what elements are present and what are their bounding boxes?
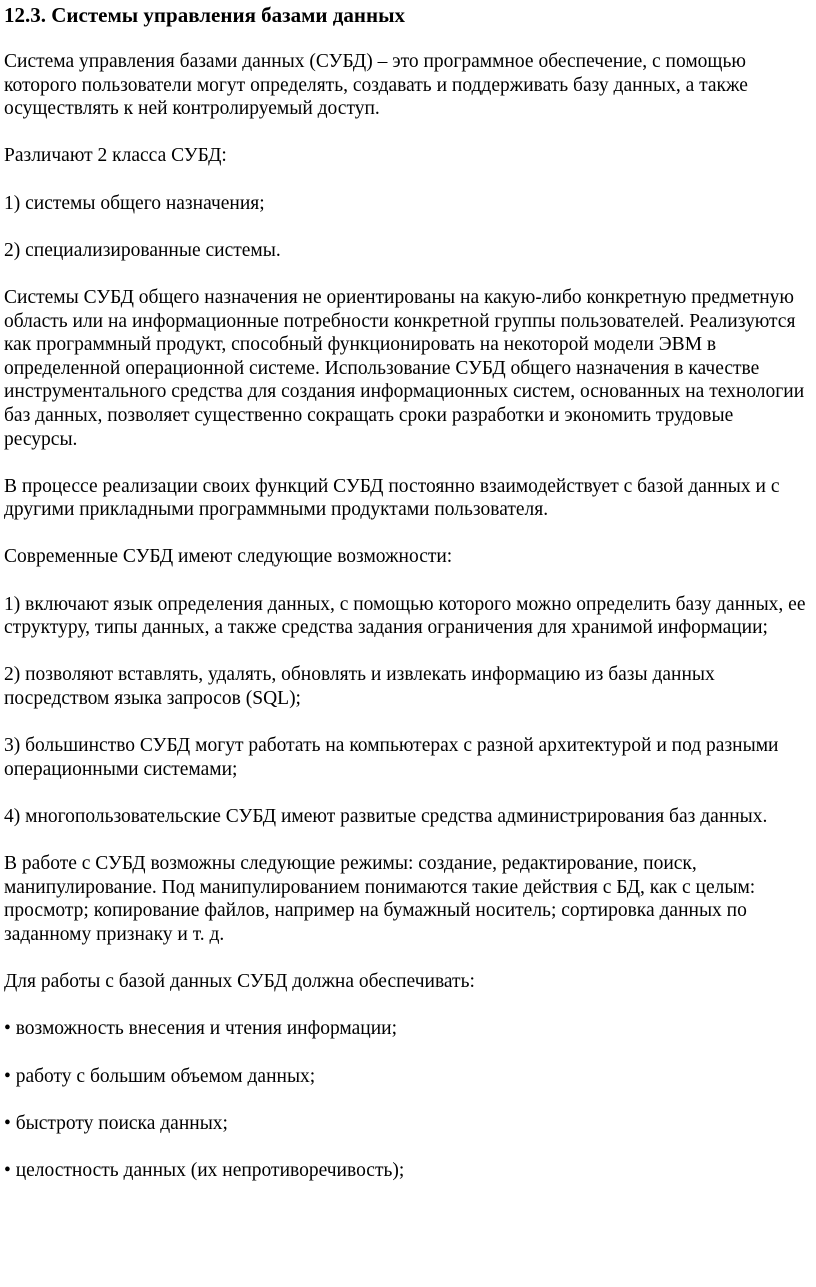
capabilities-intro: Современные СУБД имеют следующие возможности: bbox=[4, 546, 453, 568]
requirement-bullet-1: • возможность внесения и чтения информации; bbox=[4, 1018, 397, 1040]
requirement-bullet-4: • целостность данных (их непротиворечивость); bbox=[4, 1159, 405, 1181]
dbms-classes-intro: Различают 2 класса СУБД: bbox=[4, 145, 227, 167]
capability-item-4: 4) многопользовательские СУБД имеют развитые средства администрирования баз данных. bbox=[4, 806, 768, 827]
modes-paragraph: В работе с СУБД возможны следующие режимы: создание, редактирование, поиск, манипулирование. Под манипулированием понимаются такие действия с БД, как с целым: просмотр; копирование файлов, например на бумажный носитель; сортировка данных по заданному признаку и т. д. bbox=[4, 853, 756, 945]
general-purpose-dbms-paragraph: Системы СУБД общего назначения не ориентированы на какую-либо конкретную предметную область или на информационные потребности конкретной группы пользователей. Реализуются как программный продукт, способный функционировать на некоторой модели ЭВМ в определенной операционной системе. Использование СУБД общего назначения в качестве инструментального средства для создания информационных систем, основанных на технологии баз данных, позволяет существенно сокращать сроки разработки и экономить трудовые ресурсы. bbox=[4, 286, 805, 450]
requirements-intro: Для работы с базой данных СУБД должна обеспечивать: bbox=[4, 971, 475, 993]
section-heading: 12.3. Системы управления базами данных bbox=[4, 3, 405, 27]
dbms-class-general: 1) системы общего назначения; bbox=[4, 192, 265, 214]
dbms-definition-paragraph: Система управления базами данных (СУБД) – это программное обеспечение, с помощью которого пользователи могут определять, создавать и поддерживать базу данных, а также осуществлять к ней контролируемый доступ. bbox=[4, 51, 748, 120]
capability-item-3: 3) большинство СУБД могут работать на компьютерах с разной архитектурой и под разными операционными системами; bbox=[4, 735, 779, 780]
capability-item-2: 2) позволяют вставлять, удалять, обновлять и извлекать информацию из базы данных посредством языка запросов (SQL); bbox=[4, 664, 715, 710]
dbms-class-specialized: 2) специализированные системы. bbox=[4, 239, 281, 261]
dbms-interaction-paragraph: В процессе реализации своих функций СУБД постоянно взаимодействует с базой данных и с другими прикладными программными продуктами пользователя. bbox=[4, 475, 780, 521]
requirement-bullet-3: • быстроту поиска данных; bbox=[4, 1112, 228, 1134]
capability-item-1: 1) включают язык определения данных, с помощью которого можно определить базу данных, ее структуру, типы данных, а также средства задания ограничения для хранимой информации; bbox=[4, 593, 806, 639]
requirement-bullet-2: • работу с большим объемом данных; bbox=[4, 1065, 316, 1087]
